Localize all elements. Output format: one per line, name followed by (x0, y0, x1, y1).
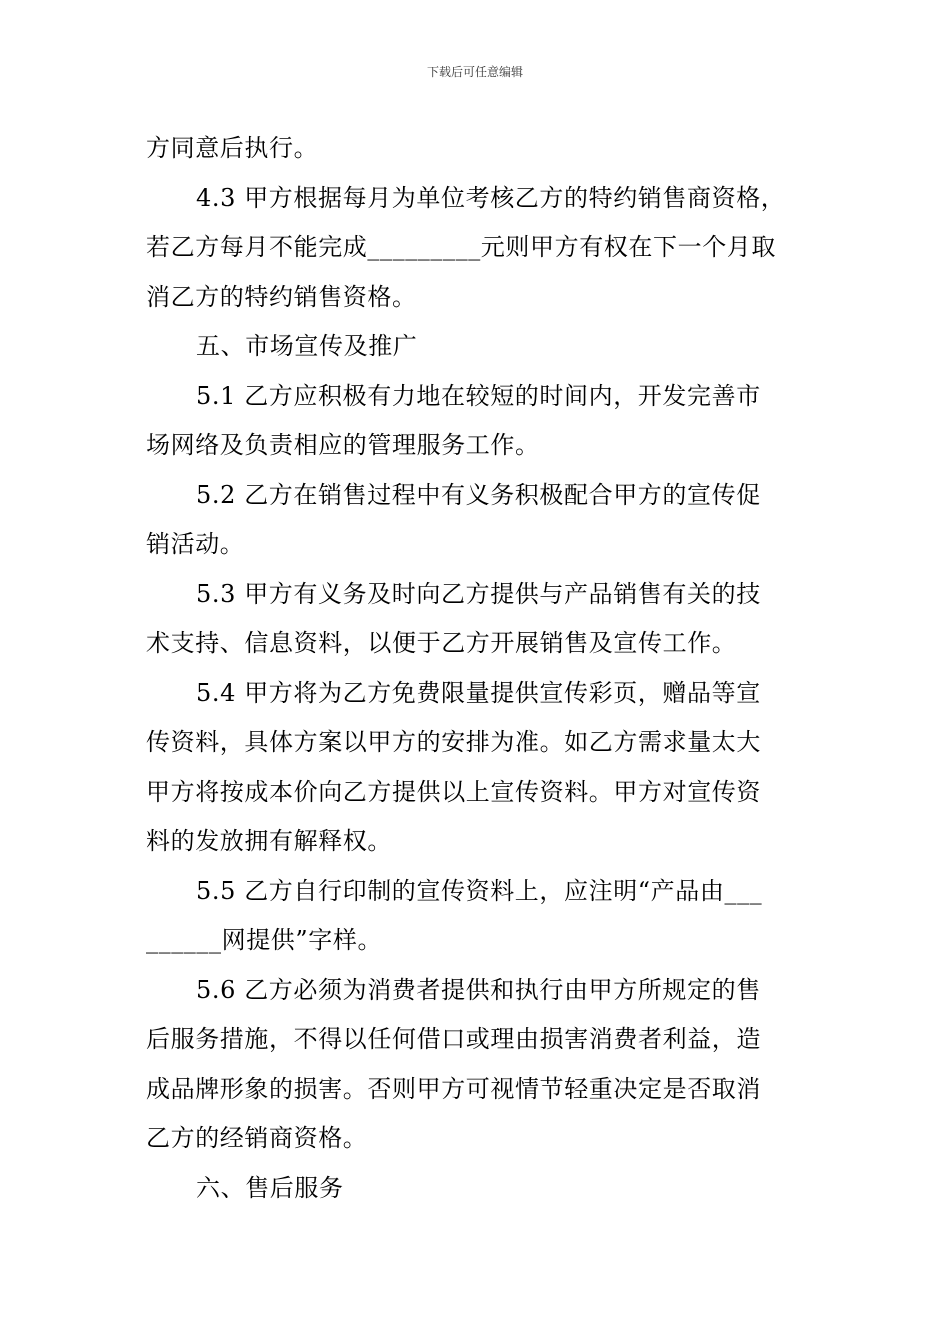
text-line: 乙方的经销商资格。 (146, 1124, 368, 1152)
text-line: 甲方将按成本价向乙方提供以上宣传资料。甲方对宣传资 (146, 777, 761, 806)
page-header: 下载后可任意编辑 (426, 65, 523, 79)
clause-5-4 (146, 669, 808, 867)
text-line: 后服务措施，不得以任何借口或理由损害消费者利益，造 (146, 1025, 761, 1053)
clause-5-1 (146, 372, 808, 471)
text-line: 传资料，具体方案以甲方的安排为准。如乙方需求量太大 (146, 728, 761, 756)
text-line: 若乙方每月不能完成_________元则甲方有权在下一个月取 (146, 233, 776, 261)
text-line: 场网络及负责相应的管理服务工作。 (146, 431, 540, 459)
text-line: 六、售后服务 (196, 1173, 344, 1202)
section-heading-6 (146, 1164, 808, 1214)
text-line: 5.4 甲方将为乙方免费限量提供宣传彩页，赠品等宣 (196, 678, 761, 707)
text-line: 5.2 乙方在销售过程中有义务积极配合甲方的宣传促 (196, 480, 761, 509)
text-line: 5.3 甲方有义务及时向乙方提供与产品销售有关的技 (196, 579, 761, 608)
clause-5-5 (146, 867, 808, 966)
clause-5-6 (146, 966, 808, 1164)
text-line: 五、市场宣传及推广 (196, 332, 418, 360)
text-line: 销活动。 (146, 530, 245, 558)
clause-5-2 (146, 471, 808, 570)
text-line: 5.6 乙方必须为消费者提供和执行由甲方所规定的售 (196, 975, 761, 1004)
clause-5-3 (146, 570, 808, 669)
text-line: 5.1 乙方应积极有力地在较短的时间内，开发完善市 (196, 381, 761, 410)
text-line: 料的发放拥有解释权。 (146, 827, 392, 855)
clause-4-3 (146, 174, 808, 323)
text-line: 术支持、信息资料，以便于乙方开展销售及宣传工作。 (146, 629, 737, 657)
text-line: 成品牌形象的损害。否则甲方可视情节轻重决定是否取消 (146, 1074, 761, 1103)
paragraph-continuation (146, 124, 808, 174)
text-line: 5.5 乙方自行印制的宣传资料上，应注明“产品由___ (196, 876, 763, 905)
document-body (146, 124, 808, 1213)
text-line: ______网提供”字样。 (146, 926, 383, 954)
section-heading-5 (146, 322, 808, 372)
text-line: 方同意后执行。 (146, 134, 319, 162)
text-line: 消乙方的特约销售资格。 (146, 282, 417, 311)
text-line: 4.3 甲方根据每月为单位考核乙方的特约销售商资格， (196, 183, 786, 212)
